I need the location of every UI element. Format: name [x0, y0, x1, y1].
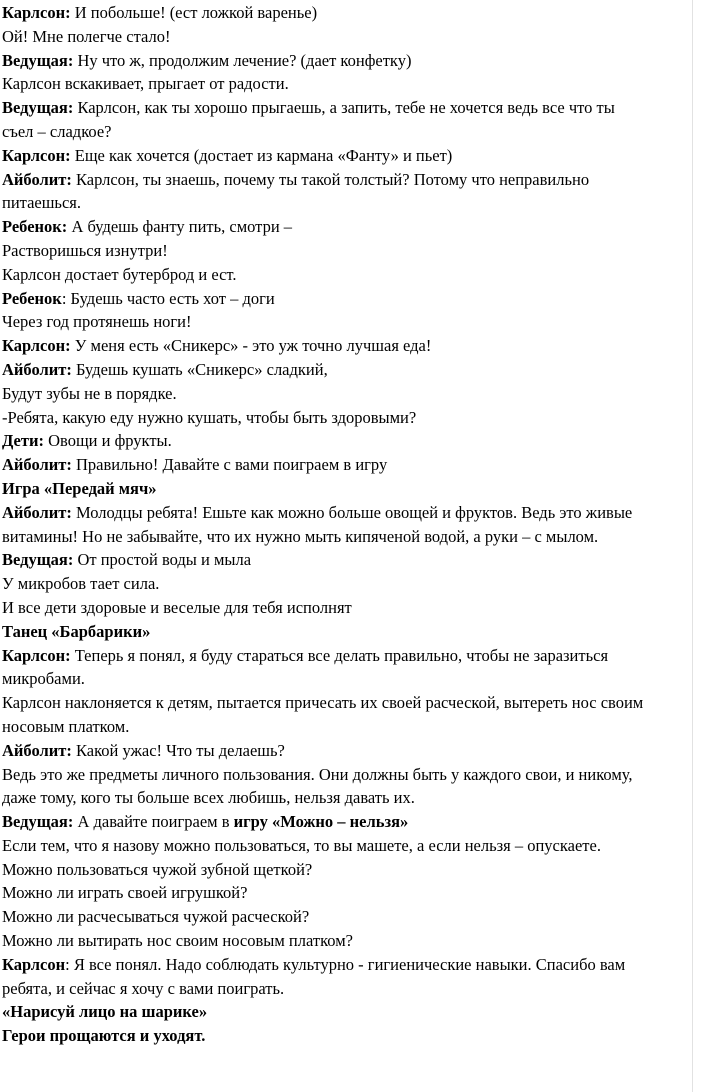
line-text: Карлсон наклоняется к детям, пытается причесать их своей расческой, вытереть нос своим [2, 693, 644, 713]
speaker-label: Ребенок: [2, 217, 68, 237]
text-line [2, 977, 700, 1001]
line-text: Молодцы ребята! Ешьте как можно больше овощей и фруктов. Ведь это живые [71, 502, 633, 522]
text-line [2, 215, 700, 239]
line-text: Карлсон достает бутерброд и ест. [2, 264, 237, 284]
text-line [2, 691, 700, 715]
text-line [2, 572, 700, 596]
line-text: -Ребята, какую еду нужно кушать, чтобы быть здоровыми? [2, 407, 417, 427]
text-line [2, 358, 700, 382]
text-line [2, 239, 700, 263]
speaker-label: «Нарисуй лицо на шарике» [2, 1002, 208, 1022]
text-line [2, 739, 700, 763]
speaker-label: Карлсон: [2, 645, 71, 665]
speaker-label: Ведущая: [2, 50, 74, 70]
text-line [2, 120, 700, 144]
page-edge-divider [692, 0, 693, 1092]
speaker-label: Карлсон [2, 954, 66, 974]
text-line [2, 49, 700, 73]
speaker-label: Ребенок [2, 288, 62, 308]
text-line [2, 858, 700, 882]
speaker-label: Айболит: [2, 455, 72, 475]
speaker-label: Ведущая: [2, 812, 74, 832]
speaker-label: Карлсон: [2, 145, 71, 165]
text-line [2, 881, 700, 905]
text-line [2, 191, 700, 215]
line-text: Правильно! Давайте с вами поиграем в игру [71, 455, 388, 475]
text-line [2, 525, 700, 549]
line-text: И побольше! (ест ложкой варенье) [70, 3, 318, 22]
text-line [2, 429, 700, 453]
text-line [2, 310, 700, 334]
line-text: Ну что ж, продолжим лечение? (дает конфетку) [73, 50, 412, 70]
text-line [2, 1000, 700, 1024]
text-line [2, 334, 700, 358]
line-text: А будешь фанту пить, смотри – [67, 217, 293, 237]
line-text: Будешь кушать «Сникерс» сладкий, [71, 359, 328, 379]
line-text: Теперь я понял, я буду стараться все делать правильно, чтобы не заразиться [70, 645, 609, 665]
text-line [2, 1, 700, 25]
speaker-label: Айболит: [2, 502, 72, 522]
line-text: микробами. [2, 669, 85, 689]
speaker-label: Ведущая: [2, 98, 74, 118]
line-text: питаешься. [2, 193, 81, 213]
line-text: Карлсон вскакивает, прыгает от радости. [2, 74, 289, 94]
speaker-label: Айболит: [2, 359, 72, 379]
line-text: А давайте поиграем в [73, 812, 234, 832]
speaker-label: Карлсон: [2, 3, 71, 22]
line-text: От простой воды и мыла [73, 550, 252, 570]
line-text: Если тем, что я назову можно пользоваться, то вы машете, а если нельзя – опускаете. [2, 835, 601, 855]
line-text: Карлсон, как ты хорошо прыгаешь, а запить, тебе не хочется ведь все что ты [73, 98, 615, 118]
line-text: Еще как хочется (достает из кармана «Фанту» и пьет) [70, 145, 453, 165]
line-text: У меня есть «Сникерс» - это уж точно лучшая еда! [70, 336, 432, 356]
text-line [2, 1024, 700, 1048]
line-text: И все дети здоровые и веселые для тебя исполнят [2, 597, 352, 617]
text-line [2, 596, 700, 620]
speaker-label: Айболит: [2, 169, 72, 189]
text-line [2, 548, 700, 572]
line-text: даже тому, кого ты больше всех любишь, нельзя давать их. [2, 788, 415, 808]
line-text: Можно ли вытирать нос своим носовым платком? [2, 931, 353, 951]
line-text: Какой ужас! Что ты делаешь? [71, 740, 285, 760]
line-text: Можно ли расчесываться чужой расческой? [2, 907, 310, 927]
line-text: ребята, и сейчас я хочу с вами поиграть. [2, 978, 285, 998]
text-line [2, 786, 700, 810]
text-line [2, 501, 700, 525]
text-line [2, 763, 700, 787]
line-text: Через год протянешь ноги! [2, 312, 192, 332]
text-line [2, 72, 700, 96]
line-text: : Будешь часто есть хот – доги [61, 288, 275, 308]
text-line [2, 144, 700, 168]
line-text: витамины! Но не забывайте, что их нужно мыть кипяченой водой, а руки – с мылом. [2, 526, 599, 546]
document-body [2, 1, 700, 1048]
text-line [2, 953, 700, 977]
line-text: : Я все понял. Надо соблюдать культурно - гигиенические навыки. Спасибо вам [65, 954, 626, 974]
text-line [2, 715, 700, 739]
text-line [2, 168, 700, 192]
line-text: Ой! Мне полегче стало! [2, 26, 171, 46]
speaker-label: Айболит: [2, 740, 72, 760]
text-line [2, 406, 700, 430]
text-line [2, 96, 700, 120]
line-text: У микробов тает сила. [2, 574, 160, 594]
line-text: Можно ли играть своей игрушкой? [2, 883, 248, 903]
speaker-label: Игра «Передай мяч» [2, 478, 157, 498]
line-text: Растворишься изнутри! [2, 240, 168, 260]
line-text: Будут зубы не в порядке. [2, 383, 177, 403]
line-text: Можно пользоваться чужой зубной щеткой? [2, 859, 313, 879]
speaker-label: Танец «Барбарики» [2, 621, 151, 641]
text-line [2, 810, 700, 834]
game-title: игру «Можно – нельзя» [233, 812, 409, 832]
line-text: носовым платком. [2, 716, 130, 736]
text-line [2, 929, 700, 953]
speaker-label: Герои прощаются и уходят. [2, 1026, 206, 1046]
text-line [2, 287, 700, 311]
speaker-label: Ведущая: [2, 550, 74, 570]
line-text: съел – сладкое? [2, 121, 112, 141]
text-line [2, 453, 700, 477]
text-line [2, 667, 700, 691]
line-text: Ведь это же предметы личного пользования. Они должны быть у каждого свои, и никому, [2, 764, 633, 784]
line-text: Овощи и фрукты. [43, 431, 172, 451]
text-line [2, 834, 700, 858]
text-line [2, 905, 700, 929]
text-line [2, 263, 700, 287]
text-line [2, 620, 700, 644]
speaker-label: Карлсон: [2, 336, 71, 356]
text-line [2, 25, 700, 49]
speaker-label: Дети: [2, 431, 44, 451]
text-line [2, 644, 700, 668]
line-text: Карлсон, ты знаешь, почему ты такой толстый? Потому что неправильно [71, 169, 590, 189]
text-line [2, 382, 700, 406]
text-line [2, 477, 700, 501]
